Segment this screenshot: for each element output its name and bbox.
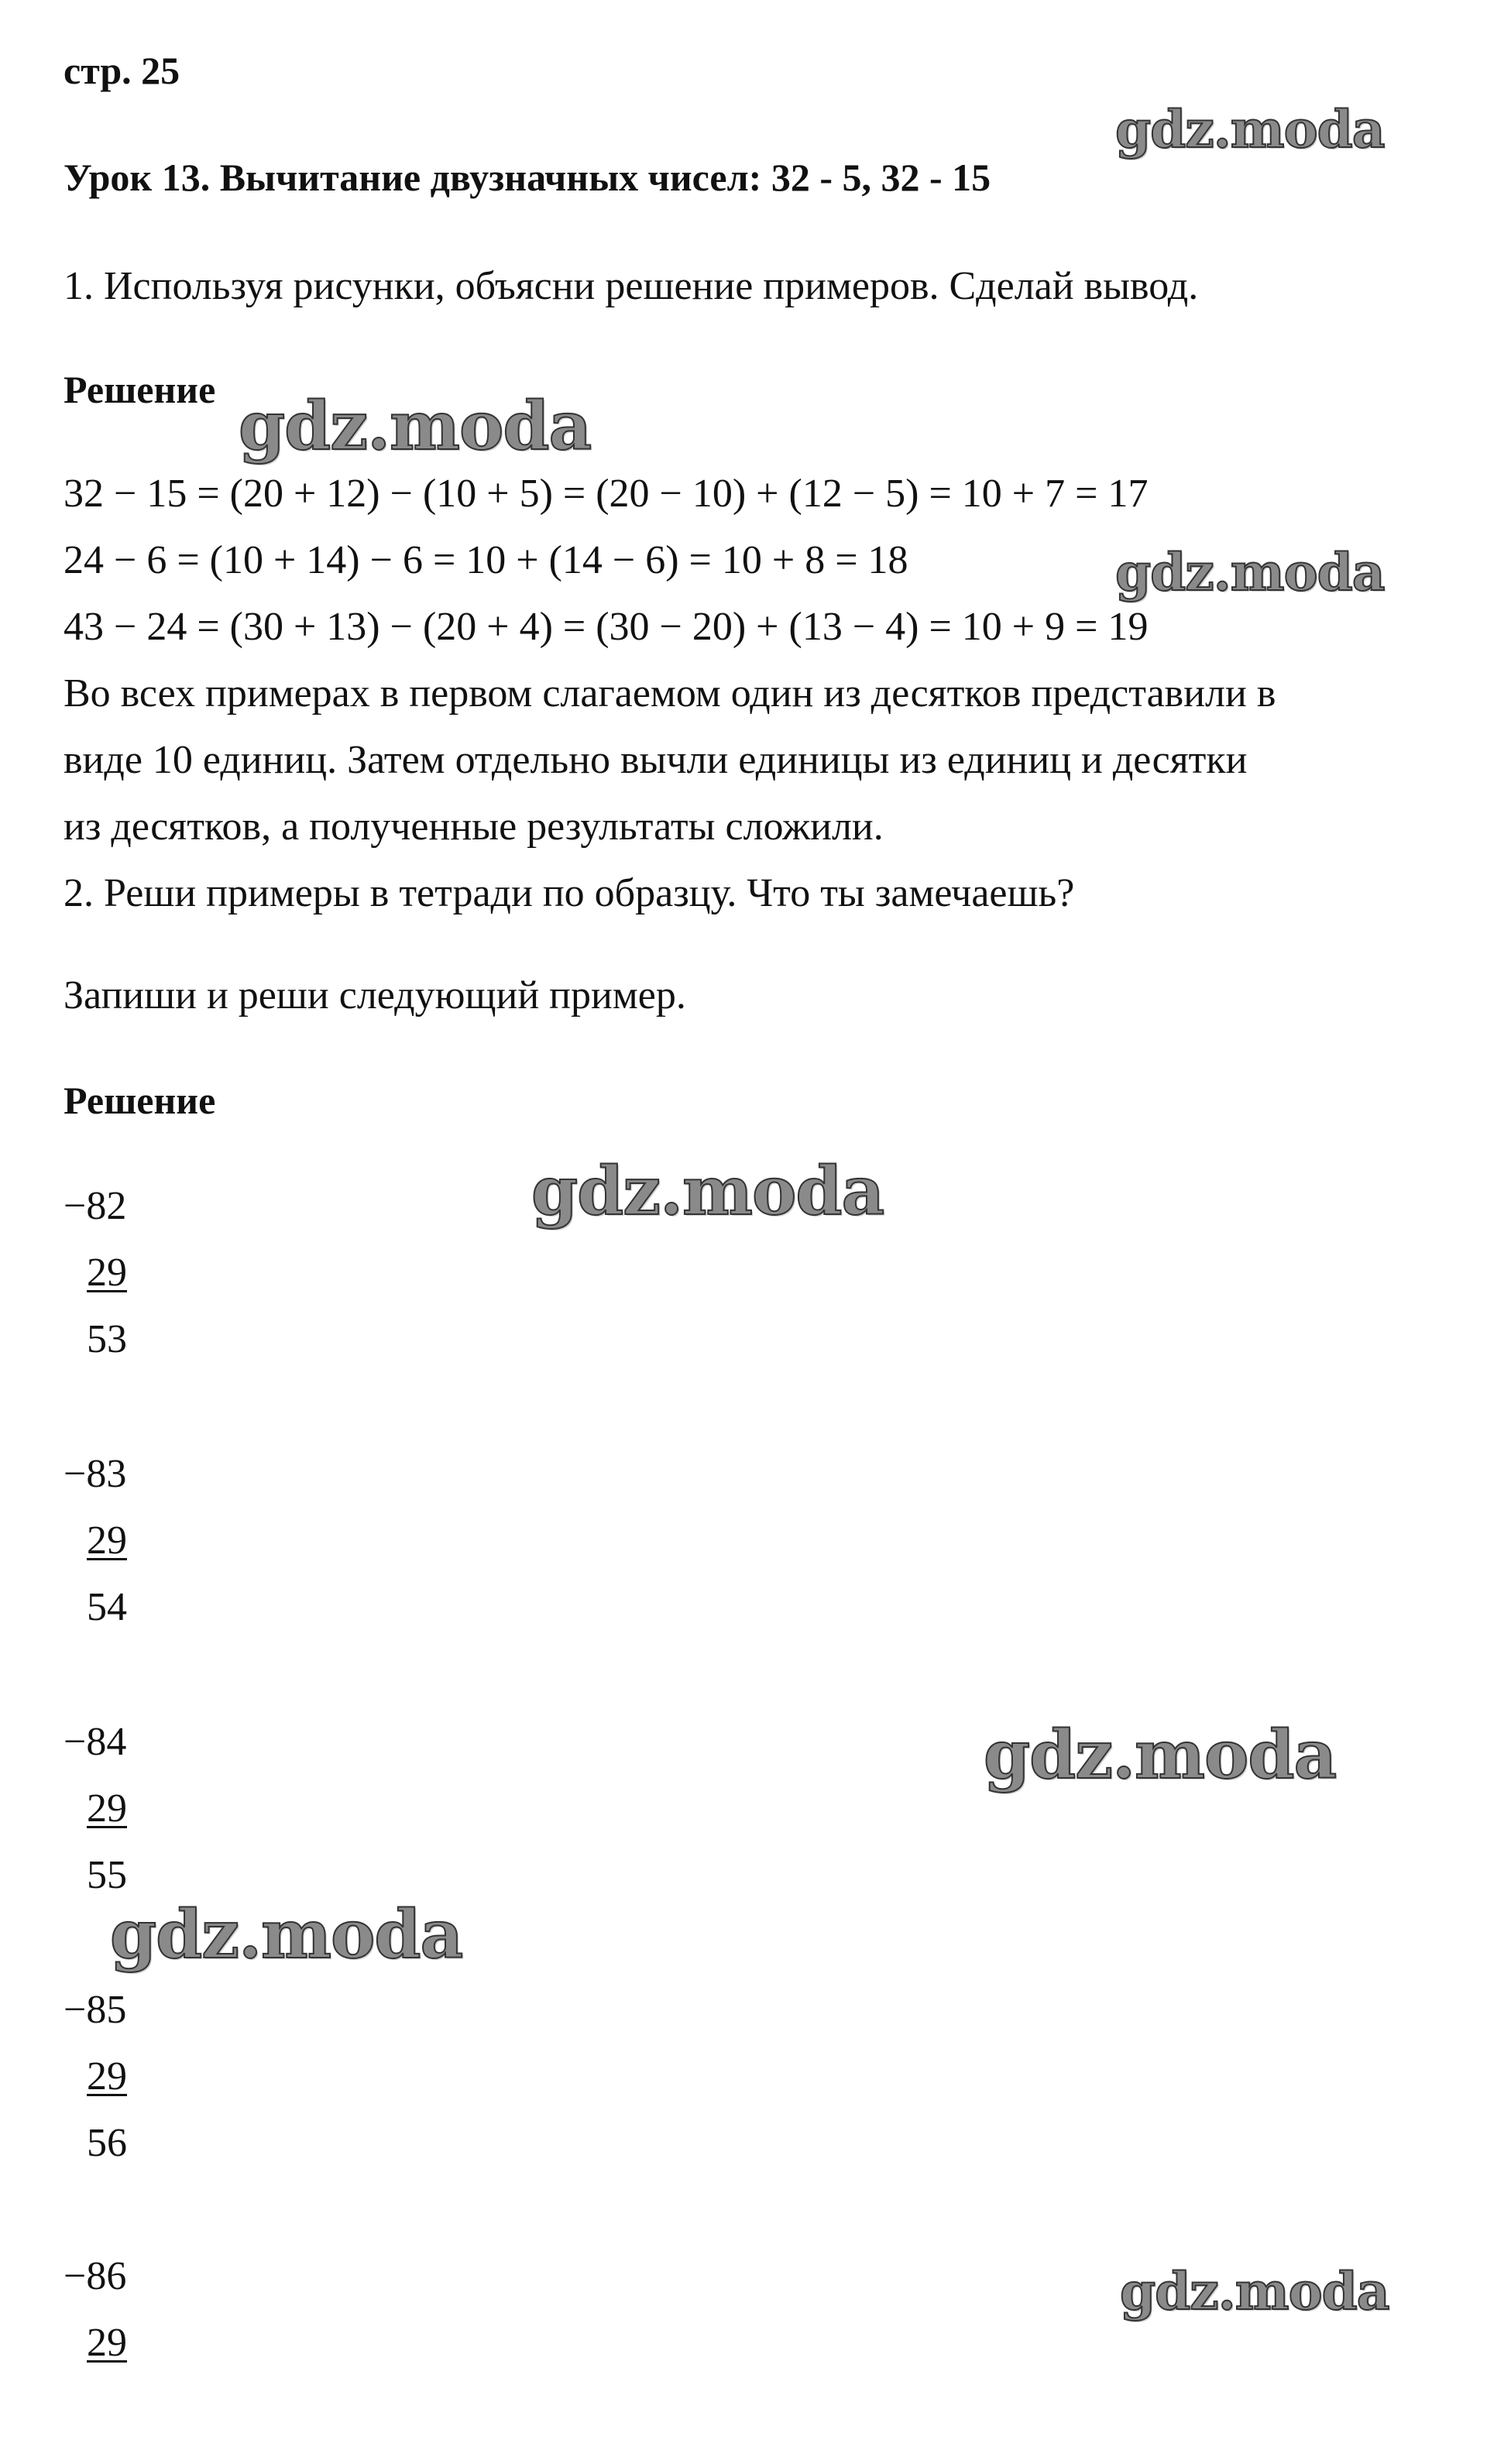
conclusion-line: из десятков, а полученные результаты сложили. [64,805,884,849]
column-result: 53 [87,1317,127,1361]
equation-line: 24 − 6 = (10 + 14) − 6 = 10 + (14 − 6) = 10 + 8 = 18 [64,538,908,582]
watermark-logo: gdz.moda [984,1716,1337,1794]
task2-instruction: Запиши и реши следующий пример. [64,973,686,1018]
column-minuend: −83 [64,1452,127,1496]
task2-text: 2. Реши примеры в тетради по образцу. Что ты замечаешь? [64,871,1075,915]
column-minuend: −85 [64,1988,127,2032]
task1-solution-heading: Решение [64,368,216,411]
watermark-logo: gdz.moda [1120,2261,1389,2322]
column-minuend: −86 [64,2254,127,2298]
watermark-logo: gdz.moda [110,1896,463,1974]
task2-solution-heading: Решение [64,1079,216,1122]
column-subtrahend: 29 [87,1251,127,1295]
conclusion-line: Во всех примерах в первом слагаемом один из десятков представили в [64,671,1276,716]
page-number: стр. 25 [64,49,180,92]
column-subtrahend: 29 [87,2054,127,2099]
column-subtrahend: 29 [87,1786,127,1831]
watermark-logo: gdz.moda [531,1152,884,1230]
equation-line: 43 − 24 = (30 + 13) − (20 + 4) = (30 − 20) + (13 − 4) = 10 + 9 = 19 [64,605,1149,649]
lesson-title: Урок 13. Вычитание двузначных чисел: 32 - 5, 32 - 15 [64,156,991,199]
equation-line: 32 − 15 = (20 + 12) − (10 + 5) = (20 − 10) + (12 − 5) = 10 + 7 = 17 [64,472,1149,516]
watermark-logo: gdz.moda [1115,542,1385,602]
watermark-logo: gdz.moda [1115,99,1385,160]
column-subtrahend: 29 [87,1519,127,1563]
column-result: 55 [87,1853,127,1897]
column-minuend: −84 [64,1720,127,1764]
task1-text: 1. Используя рисунки, объясни решение примеров. Сделай вывод. [64,264,1199,308]
column-subtrahend: 29 [87,2321,127,2365]
column-result: 56 [87,2121,127,2165]
conclusion-line: виде 10 единиц. Затем отдельно вычли единицы из единиц и десятки [64,738,1248,782]
watermark-logo: gdz.moda [239,387,592,465]
column-result: 54 [87,1585,127,1629]
column-minuend: −82 [64,1184,127,1228]
